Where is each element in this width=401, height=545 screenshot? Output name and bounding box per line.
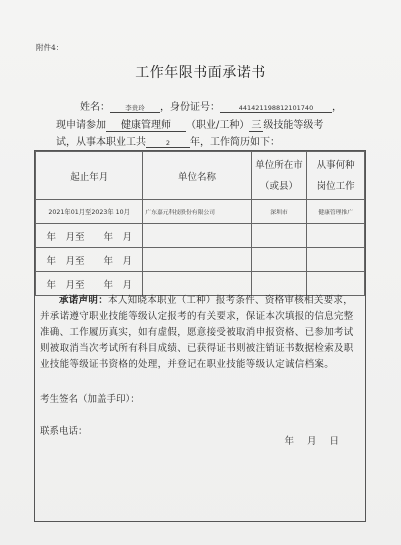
occupation-field[interactable]: 健康管理师 [106, 116, 186, 132]
row-city[interactable]: 深圳市 [251, 200, 307, 224]
row-city[interactable] [251, 248, 307, 272]
header-job-line2: 岗位工作 [316, 180, 355, 192]
table-row [36, 224, 365, 248]
header-city-line2: （或县） [259, 180, 298, 192]
name-field[interactable]: 李贵玲 [110, 103, 160, 113]
name-label: 姓名： [80, 102, 110, 113]
table-header-row [36, 152, 365, 200]
level-field[interactable]: 三 [249, 116, 263, 132]
header-job [307, 152, 365, 200]
level-suffix: 级技能等级考 [263, 120, 324, 131]
years-field[interactable]: 2 [146, 139, 190, 148]
row-job[interactable]: 健康管理推广 [307, 200, 365, 224]
table-row [36, 200, 365, 224]
name-line [80, 98, 342, 113]
row-job[interactable] [307, 224, 365, 248]
row-period[interactable]: 年 月至 年 月 [36, 248, 143, 272]
occupation-line [56, 116, 323, 132]
occupation-suffix: （职业/工种） [186, 120, 250, 131]
promise-label: 承诺声明： [59, 295, 109, 306]
row-unit[interactable] [143, 248, 251, 272]
row-period[interactable]: 年 月至 年 月 [36, 224, 143, 248]
row-unit[interactable] [143, 272, 251, 296]
header-period: 起止年月 [36, 152, 143, 200]
line1-end: ， [332, 102, 342, 113]
header-unit: 单位名称 [143, 152, 251, 200]
years-suffix: 年，工作简历如下： [190, 137, 280, 148]
work-history-table [35, 151, 365, 296]
apply-prefix: 现申请参加 [56, 120, 106, 131]
promise-text: 本人知晓本职业（工种）报考条件、资格审核相关要求，并承诺遵守职业技能等级认定报考的有关要求，保证本次填报的信息完整准确、工作履历真实，如有虚假，愿意接受被取消申报资格、已参加考试则被取消当次考试所有科目成绩、已获得证书则被注销证书数据检索及职业技能等级证书资格的处理，并登记在职业技能等级认定诚信档案。 [40, 295, 354, 370]
page-title: 工作年限书面承诺书 [135, 65, 266, 81]
row-job[interactable] [307, 272, 365, 296]
row-job[interactable] [307, 248, 365, 272]
table-row [36, 272, 365, 296]
row-city[interactable] [251, 224, 307, 248]
header-job-line1: 从事何种 [316, 159, 355, 171]
header-city-line1: 单位所在市 [255, 159, 303, 171]
id-label: ，身份证号： [160, 102, 220, 113]
form-box [34, 150, 366, 522]
row-unit[interactable] [143, 224, 251, 248]
id-number-field[interactable]: 441421198812101740 [220, 104, 332, 113]
row-unit[interactable]: 广东嘉元科技股份有限公司 [143, 200, 251, 224]
years-line [56, 133, 280, 148]
phone-label: 联系电话： [40, 426, 88, 437]
attachment-label: 附件4： [36, 43, 64, 52]
row-city[interactable] [251, 272, 307, 296]
date-line: 年 月 日 [284, 436, 339, 447]
header-city [251, 152, 307, 200]
signature-label: 考生签名（加盖手印）： [40, 394, 140, 405]
row-period[interactable]: 年 月至 年 月 [36, 272, 143, 296]
years-prefix: 试，从事本职业工共 [56, 137, 146, 148]
promise-statement [40, 293, 362, 373]
row-period[interactable]: 2021年01月至2023年 10月 [36, 200, 143, 224]
table-row [36, 248, 365, 272]
